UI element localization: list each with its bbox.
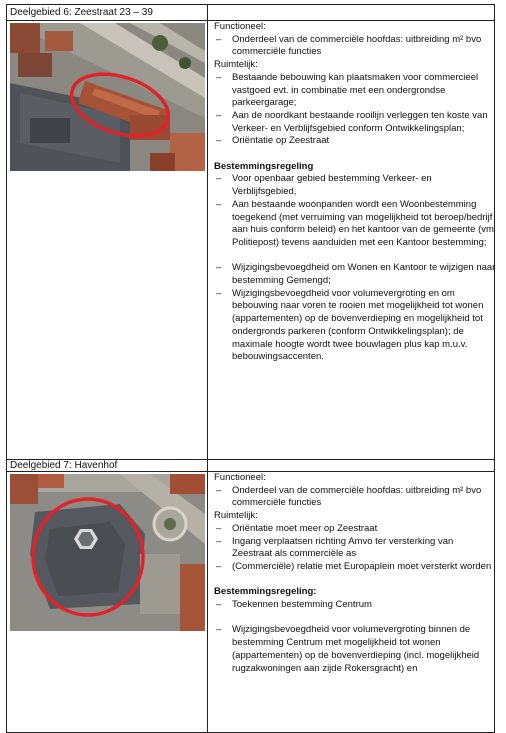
list-item: – Wijzigingsbevoegdheid voor volumevergroting en om bebouwing naar voren te rooien met mogelijkheid tot wonen (appartementen) op de bovenverdieping en mogelijkheid tot ondergronds parkeren (conform Ontwikkelingsplan); de maximale hoogte wordt twee bouwlagen plus kap m.u.v. bebouwingsaccenten. xyxy=(216,287,484,363)
section7-title: Deelgebied 7: Havenhof xyxy=(10,460,118,471)
section6-title: Deelgebied 6: Zeestraat 23 – 39 xyxy=(10,7,153,18)
list-item: – Oriëntatie moet meer op Zeestraat xyxy=(216,522,378,534)
ruimtelijk-heading: Ruimtelijk: xyxy=(214,59,258,71)
list-item: – Voor openbaar gebied bestemming Verkeer- en Verblijfsgebied, xyxy=(216,173,432,198)
aerial-photo-zeestraat xyxy=(10,23,205,171)
list-item: – Aan de noordkant bestaande rooilijn verleggen ten koste van Verkeer- en Verblijfsgebied conform Ontwikkelingsplan; xyxy=(216,109,488,134)
list-item: – Oriëntatie op Zeestraat xyxy=(216,135,330,147)
list-item: – Aan bestaande woonpanden wordt een Woonbestemming toegekend (met verruiming van mogelijkheid tot beroep/bedrijf aan huis conform beleid) en het kantoor van de gemeente (vm Politiepost) tevens aanduiden met een Kantoor bestemming; xyxy=(216,198,494,248)
list-item: – Bestaande bebouwing kan plaatsmaken voor commercieel vastgoed evt. in combinatie met een ondergrondse parkeergarage; xyxy=(216,71,479,109)
functioneel-heading: Functioneel: xyxy=(214,21,266,32)
functioneel-heading: Functioneel: xyxy=(214,472,266,483)
list-item: – (Commerciële) relatie met Europaplein moet versterkt worden xyxy=(216,560,492,572)
ruimtelijk-heading: Ruimtelijk: xyxy=(214,510,258,522)
aerial-photo-havenhof xyxy=(10,474,205,631)
list-item: – Toekennen bestemming Centrum xyxy=(216,599,372,611)
list-item: – Wijzigingsbevoegdheid om Wonen en Kantoor te wijzigen naar bestemming Gemengd; xyxy=(216,262,496,287)
list-item: – Onderdeel van de commerciële hoofdas: uitbreiding m² bvo commerciële functies xyxy=(216,484,482,509)
section7-content xyxy=(214,472,496,675)
bestemming-heading: Bestemmingsregeling: xyxy=(214,586,317,598)
list-item: – Wijzigingsbevoegdheid voor volumevergroting binnen de bestemming Centrum met mogelijkheid tot wonen (appartementen) op de bovenverdieping (incl. mogelijkheid rugzakwoningen aan zijde Rokersgracht) en xyxy=(216,624,480,674)
zoning-table xyxy=(6,4,495,733)
bestemming-heading: Bestemmingsregeling xyxy=(214,160,314,172)
list-item: – Onderdeel van de commerciële hoofdas: uitbreiding m² bvo commerciële functies xyxy=(216,33,482,58)
list-item: – Ingang verplaatsen richting Amvo ter versterking van Zeestraat als commerciële as xyxy=(216,535,454,560)
section6-content xyxy=(214,21,496,364)
column-divider xyxy=(207,5,208,732)
